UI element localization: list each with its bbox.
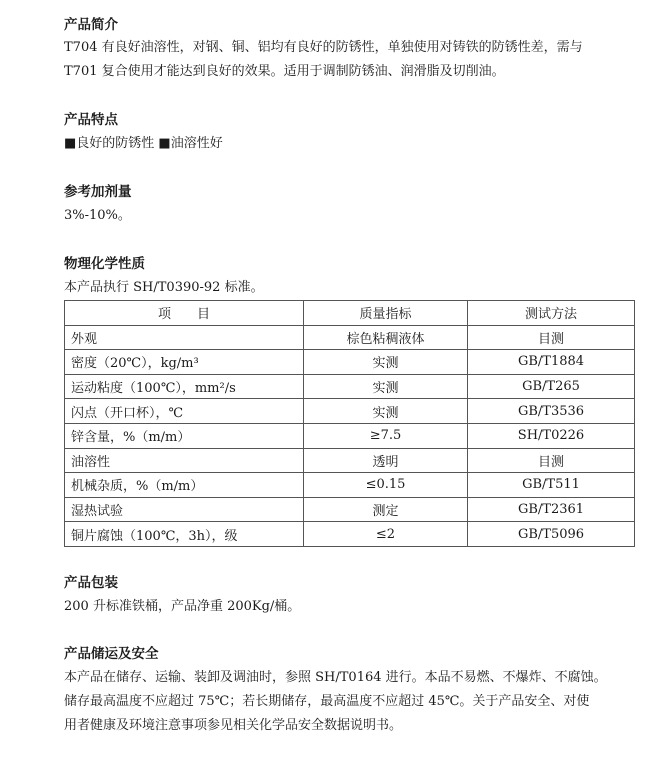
table-cell-spec: 棕色粘稠液体 <box>304 325 468 350</box>
table-cell-method: GB/T3536 <box>468 399 635 424</box>
properties-heading: 物理化学性质 <box>64 256 145 272</box>
table-row <box>65 399 635 424</box>
table-cell-method: GB/T1884 <box>468 350 635 375</box>
table-header-spec: 质量指标 <box>304 301 468 326</box>
table-cell-spec: ≥7.5 <box>304 423 468 448</box>
table-row <box>65 350 635 375</box>
table-cell-item: 闪点（开口杯），℃ <box>65 399 304 424</box>
table-cell-item: 运动粘度（100℃），mm²/s <box>65 374 304 399</box>
features-heading: 产品特点 <box>64 112 118 128</box>
table-header-item: 项 目 <box>65 301 304 326</box>
table-cell-item: 铜片腐蚀（100℃，3h），级 <box>65 522 304 547</box>
table-row <box>65 522 635 547</box>
table-cell-spec: 实测 <box>304 399 468 424</box>
table-cell-spec: 透明 <box>304 448 468 473</box>
table-row <box>65 325 635 350</box>
dosage-heading: 参考加剂量 <box>64 184 132 200</box>
packaging-heading: 产品包装 <box>64 575 118 591</box>
table-cell-item: 密度（20℃），kg/m³ <box>65 350 304 375</box>
table-cell-item: 锌含量，%（m/m） <box>65 423 304 448</box>
table-cell-method: 目测 <box>468 325 635 350</box>
table-cell-method: GB/T265 <box>468 374 635 399</box>
table-cell-spec: ≤0.15 <box>304 473 468 498</box>
table-row <box>65 448 635 473</box>
intro-line-1: T704 有良好油溶性，对钢、铜、铝均有良好的防锈性，单独使用对铸铁的防锈性差，需与 <box>64 40 583 55</box>
dosage-text: 3%-10%。 <box>64 208 131 223</box>
table-cell-item: 外观 <box>65 325 304 350</box>
table-cell-method: 目测 <box>468 448 635 473</box>
features-text: ■良好的防锈性 ■油溶性好 <box>64 136 223 151</box>
properties-note: 本产品执行 SH/T0390-92 标准。 <box>64 280 264 295</box>
table-header-row <box>65 301 635 326</box>
table-cell-item: 湿热试验 <box>65 497 304 522</box>
table-cell-spec: 测定 <box>304 497 468 522</box>
storage-heading: 产品储运及安全 <box>64 646 159 662</box>
table-cell-spec: ≤2 <box>304 522 468 547</box>
intro-line-2: T701 复合使用才能达到良好的效果。适用于调制防锈油、润滑脂及切削油。 <box>64 64 505 79</box>
table-header-method: 测试方法 <box>468 301 635 326</box>
storage-line-1: 本产品在储存、运输、装卸及调油时，参照 SH/T0164 进行。本品不易燃、不爆炸、不腐蚀。 <box>64 670 607 685</box>
table-row <box>65 374 635 399</box>
table-cell-method: GB/T5096 <box>468 522 635 547</box>
table-cell-method: GB/T2361 <box>468 497 635 522</box>
table-cell-method: SH/T0226 <box>468 423 635 448</box>
intro-heading: 产品简介 <box>64 17 118 33</box>
table-row <box>65 423 635 448</box>
table-row <box>65 473 635 498</box>
table-cell-item: 机械杂质，%（m/m） <box>65 473 304 498</box>
table-row <box>65 497 635 522</box>
packaging-text: 200 升标准铁桶，产品净重 200Kg/桶。 <box>64 599 301 614</box>
table-cell-item: 油溶性 <box>65 448 304 473</box>
table-cell-spec: 实测 <box>304 350 468 375</box>
storage-line-2: 储存最高温度不应超过 75℃；若长期储存，最高温度不应超过 45℃。关于产品安全、对使 <box>64 694 590 709</box>
table-cell-method: GB/T511 <box>468 473 635 498</box>
properties-table <box>64 300 635 547</box>
storage-line-3: 用者健康及环境注意事项参见相关化学品安全数据说明书。 <box>64 718 403 733</box>
table-cell-spec: 实测 <box>304 374 468 399</box>
